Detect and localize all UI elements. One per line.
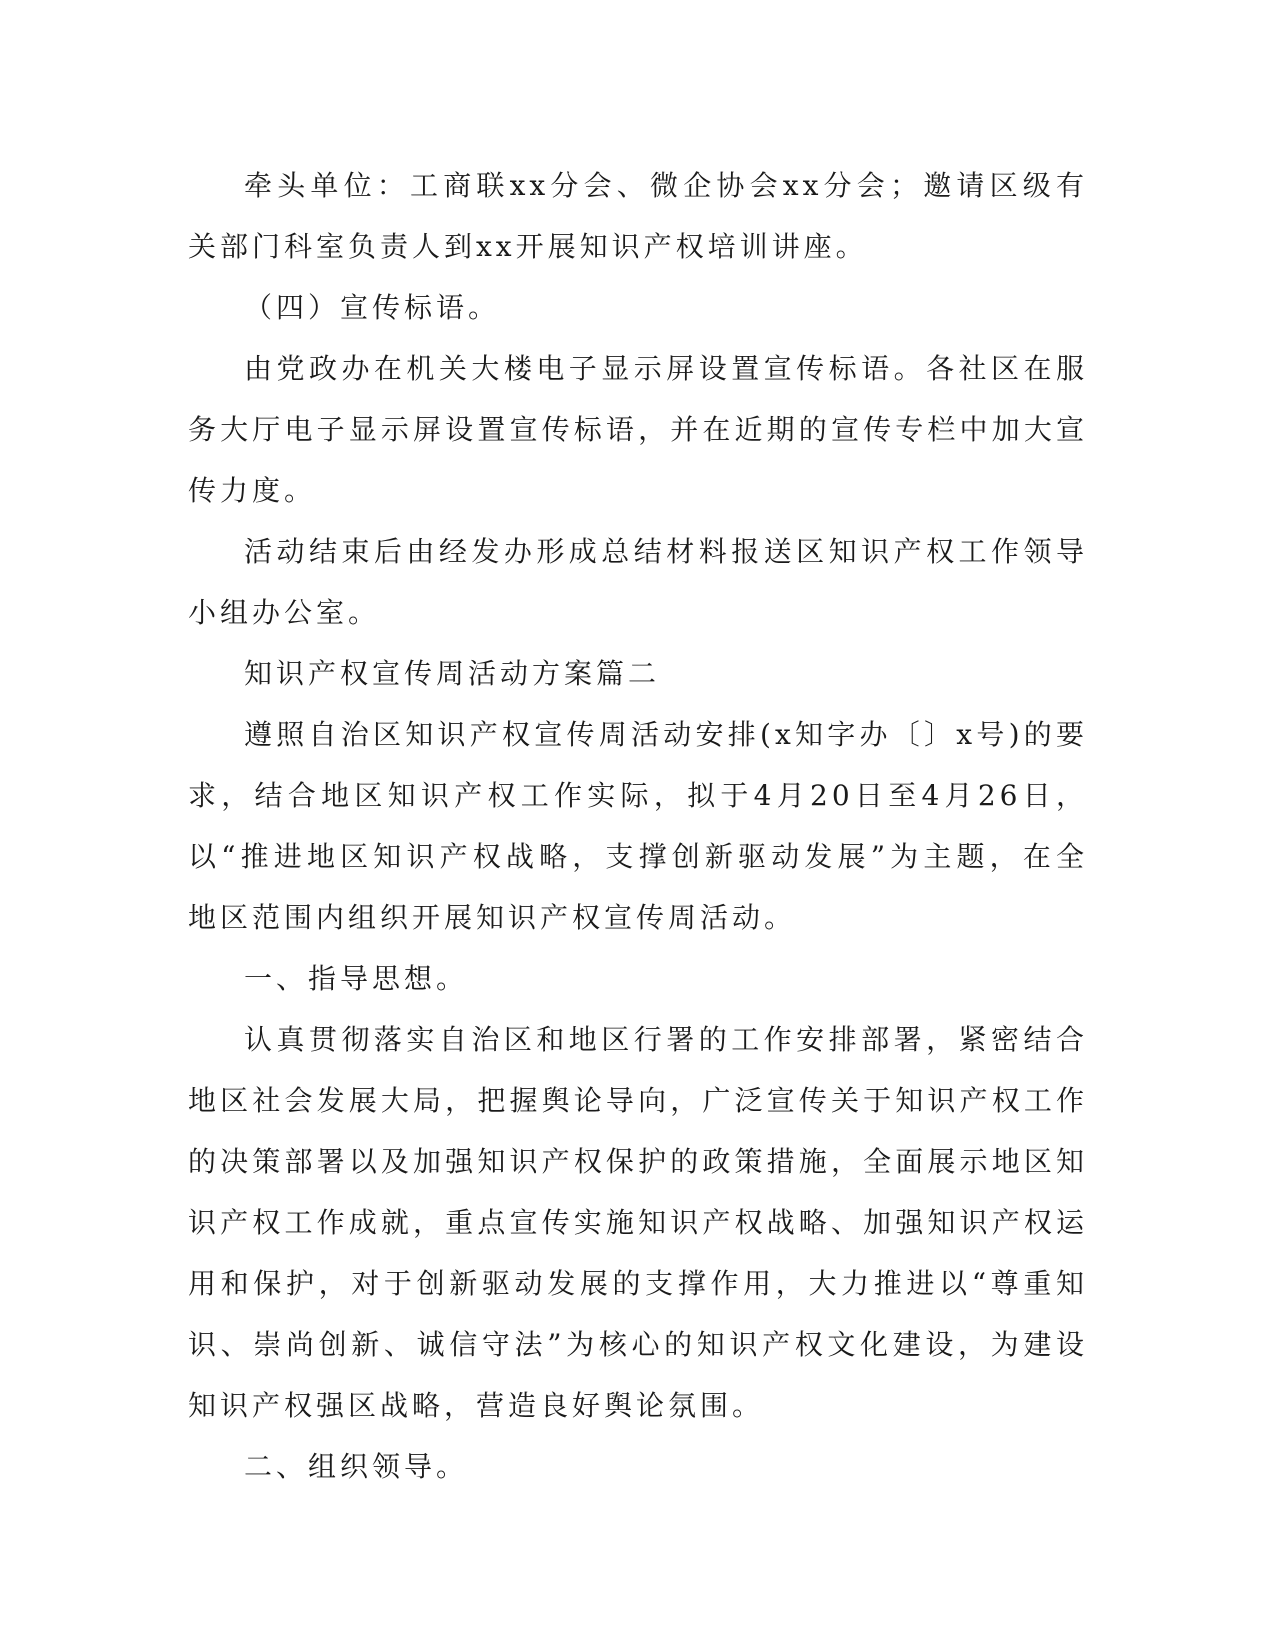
document-body: [188, 155, 1088, 1497]
paragraph-summary: 活动结束后由经发办形成总结材料报送区知识产权工作领导小组办公室。: [188, 535, 1088, 629]
heading-guiding-ideology: 一、指导思想。: [244, 962, 469, 995]
heading-plan-two: 知识产权宣传周活动方案篇二: [244, 657, 661, 690]
paragraph-slogan-detail: 由党政办在机关大楼电子显示屏设置宣传标语。各社区在服务大厅电子显示屏设置宣传标语，并在近期的宣传专栏中加大宣传力度。: [188, 352, 1088, 507]
heading-slogan: （四）宣传标语。: [244, 291, 501, 324]
paragraph-guiding-ideology: 认真贯彻落实自治区和地区行署的工作安排部署，紧密结合地区社会发展大局，把握舆论导向，广泛宣传关于知识产权工作的决策部署以及加强知识产权保护的政策措施，全面展示地区知识产权工作成就，重点宣传实施知识产权战略、加强知识产权运用和保护，对于创新驱动发展的支撑作用，大力推进以“尊重知识、崇尚创新、诚信守法”为核心的知识产权文化建设，为建设知识产权强区战略，营造良好舆论氛围。: [188, 1023, 1088, 1422]
paragraph-lead-unit: 牵头单位：工商联xx分会、微企协会xx分会；邀请区级有关部门科室负责人到xx开展知识产权培训讲座。: [188, 169, 1088, 263]
heading-organization: 二、组织领导。: [244, 1450, 469, 1483]
paragraph-plan-intro: 遵照自治区知识产权宣传周活动安排(x知字办〔〕x号)的要求，结合地区知识产权工作实际，拟于4月20日至4月26日，以“推进地区知识产权战略，支撑创新驱动发展”为主题，在全地区范围内组织开展知识产权宣传周活动。: [188, 718, 1088, 934]
